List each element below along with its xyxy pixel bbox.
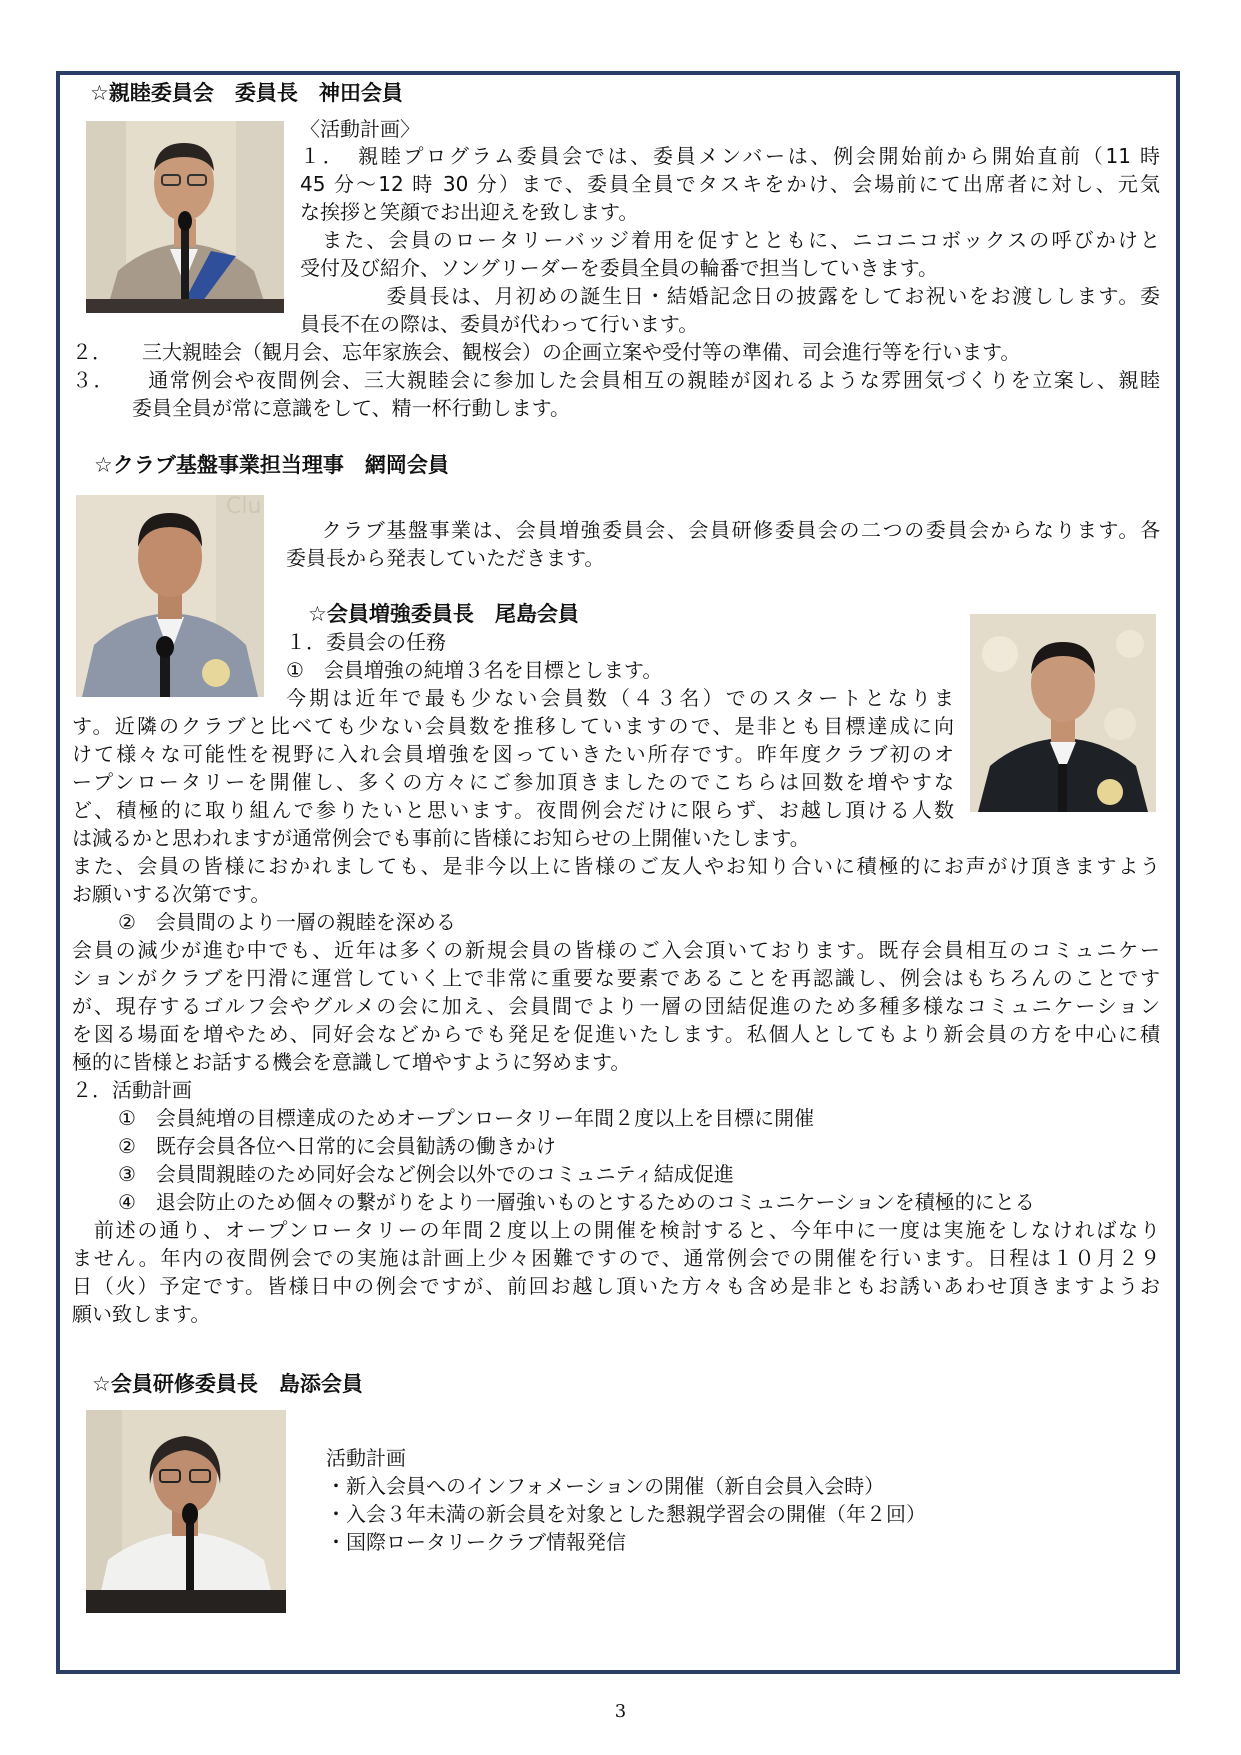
zokyo-closing-line: 前述の通り、オープンロータリーの年間２度以上の開催を検討すると、今年中に一度は実施をしなければなり: [72, 1218, 1160, 1242]
section-heading-shinboku: ☆親睦委員会 委員長 神田会員: [90, 81, 403, 105]
zokyo-para1-line: ど、積極的に取り組んで参りたいと思います。夜間例会だけに限らず、お越し頂ける人数: [72, 798, 954, 822]
photo-shimazoe-speaker: [86, 1410, 286, 1613]
zokyo-para2-line: 極的に皆様とお話する機会を意識して増やすように努めます。: [72, 1050, 631, 1074]
shinboku-plan-label: 〈活動計画〉: [300, 117, 420, 141]
zokyo-activity-item: ① 会員純増の目標達成のためオープンロータリー年間２度以上を目標に開催: [118, 1106, 815, 1130]
zokyo-task-label: １．委員会の任務: [286, 630, 446, 654]
shinboku-item1-line: 員長不在の際は、委員が代わって行います。: [300, 312, 699, 336]
zokyo-para2-line: が、現存するゴルフ会やグルメの会に加え、会員間でより一層の団結促進のため多種多様なコミュニケーション: [72, 994, 1160, 1018]
zokyo-para2-line: ションがクラブを円滑に運営していく上で非常に重要な要素であることを再認識し、例会はもちろんのことです: [72, 966, 1160, 990]
zokyo-para2-line: 会員の減少が進む中でも、近年は多くの新規会員の皆様のご入会頂いております。既存会員相互のコミュニケー: [72, 938, 1160, 962]
zokyo-para1-line: 今期は近年で最も少ない会員数（４３名）でのスタートとなりま: [286, 686, 954, 710]
kiban-intro-line: クラブ基盤事業は、会員増強委員会、会員研修委員会の二つの委員会からなります。各: [300, 518, 1160, 542]
shinboku-item2: ２． 三大親睦会（観月会、忘年家族会、観桜会）の企画立案や受付等の準備、司会進行等を行います。: [72, 340, 1021, 364]
photo-amioka-speaker: [76, 495, 264, 697]
zokyo-closing-line: 願い致します。: [72, 1302, 211, 1326]
shinboku-item1-line: 受付及び紹介、ソングリーダーを委員全員の輪番で担当していきます。: [300, 256, 938, 280]
zokyo-activity-item: ② 既存会員各位へ日常的に会員勧誘の働きかけ: [118, 1134, 556, 1158]
zokyo-closing-line: ません。年内の夜間例会での実施は計画上少々困難ですので、通常例会での開催を行います。日程は１０月２９: [72, 1246, 1160, 1270]
kenshu-plan-item: ・入会３年未満の新会員を対象とした懇親学習会の開催（年２回）: [326, 1502, 926, 1526]
shinboku-item1-line: １． 親睦プログラム委員会では、委員メンバーは、例会開始前から開始直前（11 時: [300, 144, 1160, 168]
zokyo-para1-line: けて様々な可能性を視野に入れ会員増強を図っていきたい所存です。昨年度クラブ初のオ: [72, 742, 954, 766]
section-heading-kiban: ☆クラブ基盤事業担当理事 網岡会員: [94, 453, 449, 477]
zokyo-activity-item: ④ 退会防止のため個々の繋がりをより一層強いものとするためのコミュニケーションを積極的にとる: [118, 1190, 1035, 1214]
zokyo-para1-line: は減るかと思われますが通常例会でも事前に皆様にお知らせの上開催いたします。: [72, 826, 810, 850]
zokyo-para2-line: を図る場面を増やため、同好会などからでも発足を促進いたします。私個人としてもより新会員の方を中心に積: [72, 1022, 1160, 1046]
shinboku-item1-line: 45 分～12 時 30 分）まで、委員全員でタスキをかけ、会場前にて出席者に対し、元気: [300, 172, 1160, 196]
shinboku-item3-line: ３． 通常例会や夜間例会、三大親睦会に参加した会員相互の親睦が図れるような雰囲気づくりを立案し、親睦: [72, 368, 1160, 392]
zokyo-goal1: ① 会員増強の純増３名を目標とします。: [286, 658, 663, 682]
section-heading-zokyo: ☆会員増強委員長 尾島会員: [308, 602, 579, 626]
photo-ojima-speaker: [970, 614, 1156, 812]
zokyo-para1-line: す。近隣のクラブと比べても少ない会員数を推移していますので、是非とも目標達成に向: [72, 714, 954, 738]
kenshu-plan-label: 活動計画: [326, 1446, 406, 1470]
shinboku-item1-line: また、会員のロータリーバッジ着用を促すとともに、ニコニコボックスの呼びかけと: [300, 228, 1160, 252]
kenshu-plan-item: ・新入会員へのインフォメーションの開催（新自会員入会時）: [326, 1474, 885, 1498]
page-number: 3: [614, 1701, 627, 1722]
kenshu-plan-item: ・国際ロータリークラブ情報発信: [326, 1530, 626, 1554]
zokyo-para1-line: お願いする次第です。: [72, 882, 271, 906]
svg-text:Clu: Clu: [226, 495, 262, 519]
zokyo-closing-line: 日（火）予定です。皆様日中の例会ですが、前回お越し頂いた方々も含め是非ともお誘いあわせ頂きますようお: [72, 1274, 1160, 1298]
shinboku-item1-line: な挨拶と笑顔でお出迎えを致します。: [300, 200, 639, 224]
zokyo-goal2: ② 会員間のより一層の親睦を深める: [118, 910, 456, 934]
shinboku-item3-line: 委員全員が常に意識をして、精一杯行動します。: [72, 396, 570, 420]
section-heading-kenshu: ☆会員研修委員長 島添会員: [92, 1372, 363, 1396]
zokyo-activity-item: ③ 会員間親睦のため同好会など例会以外でのコミュニティ結成促進: [118, 1162, 734, 1186]
zokyo-para1-line: ープンロータリーを開催し、多くの方々にご参加頂きましたのでこちらは回数を増やすな: [72, 770, 954, 794]
zokyo-para1-line: また、会員の皆様におかれましても、是非今以上に皆様のご友人やお知り合いに積極的にお声がけ頂きますよう: [72, 854, 1160, 878]
photo-kanda-speaker: [86, 121, 284, 313]
kiban-intro-line: 委員長から発表していただきます。: [286, 546, 605, 570]
zokyo-activity-label: ２．活動計画: [72, 1078, 192, 1102]
shinboku-item1-line: 委員長は、月初めの誕生日・結婚記念日の披露をしてお祝いをお渡しします。委: [300, 284, 1160, 308]
